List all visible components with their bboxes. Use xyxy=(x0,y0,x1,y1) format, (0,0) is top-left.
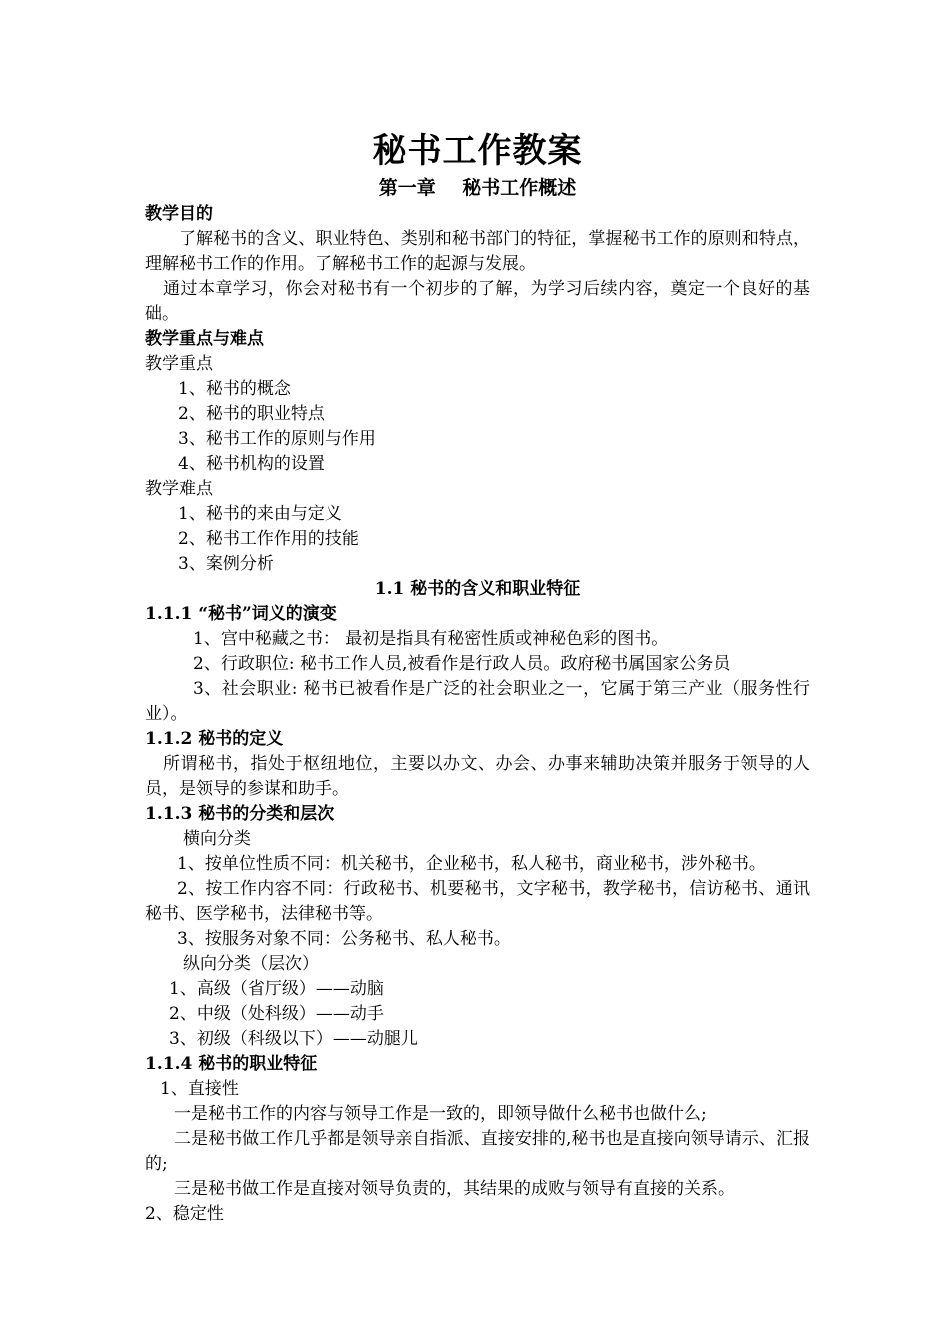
list-item: 4、秘书机构的设置 xyxy=(178,454,325,474)
list-item: 1、宫中秘藏之书： 最初是指具有秘密性质或神秘色彩的图书。 xyxy=(193,629,669,649)
section-heading-1-1-4: 1.1.4 秘书的职业特征 xyxy=(145,1054,318,1074)
list-item: 2、中级（处科级）——动手 xyxy=(169,1004,384,1024)
chapter-title: 第一章 秘书工作概述 xyxy=(378,177,577,199)
horizontal-label: 横向分类 xyxy=(183,829,251,849)
list-item: 3、案例分析 xyxy=(178,554,274,574)
subsection-label: 2、稳定性 xyxy=(145,1204,224,1224)
list-item: 2、秘书工作作用的技能 xyxy=(178,529,359,549)
list-item: 3、社会职业: 秘书已被看作是广泛的社会职业之一，它属于第三产业（服务性行业）。 xyxy=(145,679,810,724)
list-item: 2、行政职位: 秘书工作人员,被看作是行政人员。政府秘书属国家公务员 xyxy=(193,654,731,674)
focus-label: 教学重点 xyxy=(145,354,213,374)
list-item: 3、初级（科级以下）——动腿儿 xyxy=(169,1029,418,1049)
objectives-paragraph-1: 了解秘书的含义、职业特色、类别和秘书部门的特征，掌握秘书工作的原则和特点，理解秘书工作的作用。了解秘书工作的起源与发展。 xyxy=(145,229,810,274)
difficulty-label: 教学难点 xyxy=(145,479,213,499)
definition-paragraph: 所谓秘书，指处于枢纽地位，主要以办文、办会、办事来辅助决策并服务于领导的人员，是领导的参谋和助手。 xyxy=(145,754,810,799)
list-item: 1、高级（省厅级）——动脑 xyxy=(169,979,384,999)
list-item: 3、秘书工作的原则与作用 xyxy=(178,429,376,449)
key-points-heading: 教学重点与难点 xyxy=(145,329,264,349)
document-title: 秘书工作教案 xyxy=(372,131,583,171)
list-item: 1、按单位性质不同：机关秘书，企业秘书，私人秘书，商业秘书，涉外秘书。 xyxy=(177,854,766,874)
list-item: 1、秘书的概念 xyxy=(178,379,291,399)
objectives-paragraph-2: 通过本章学习，你会对秘书有一个初步的了解，为学习后续内容，奠定一个良好的基础。 xyxy=(145,279,810,324)
objectives-heading: 教学目的 xyxy=(145,204,213,224)
list-item: 1、秘书的来由与定义 xyxy=(178,504,342,524)
list-item: 2、按工作内容不同：行政秘书、机要秘书，文字秘书，教学秘书，信访秘书、通讯秘书、医学秘书，法律秘书等。 xyxy=(145,879,810,924)
list-item: 二是秘书做工作几乎都是领导亲自指派、直接安排的,秘书也是直接向领导请示、汇报的; xyxy=(145,1129,810,1174)
list-item: 3、按服务对象不同：公务秘书、私人秘书。 xyxy=(177,929,511,949)
section-heading-1-1-3: 1.1.3 秘书的分类和层次 xyxy=(145,804,335,824)
section-heading-1-1-1: 1.1.1 “秘书”词义的演变 xyxy=(145,604,337,624)
subsection-label: 1、直接性 xyxy=(160,1079,239,1099)
section-heading-1-1-2: 1.1.2 秘书的定义 xyxy=(145,729,284,749)
list-item: 2、秘书的职业特点 xyxy=(178,404,325,424)
list-item: 一是秘书工作的内容与领导工作是一致的，即领导做什么秘书也做什么; xyxy=(174,1104,707,1124)
vertical-label: 纵向分类（层次） xyxy=(183,954,319,974)
list-item: 三是秘书做工作是直接对领导负责的，其结果的成败与领导有直接的关系。 xyxy=(174,1179,735,1199)
section-heading-1-1: 1.1 秘书的含义和职业特征 xyxy=(374,579,581,599)
document-body xyxy=(145,128,810,1227)
